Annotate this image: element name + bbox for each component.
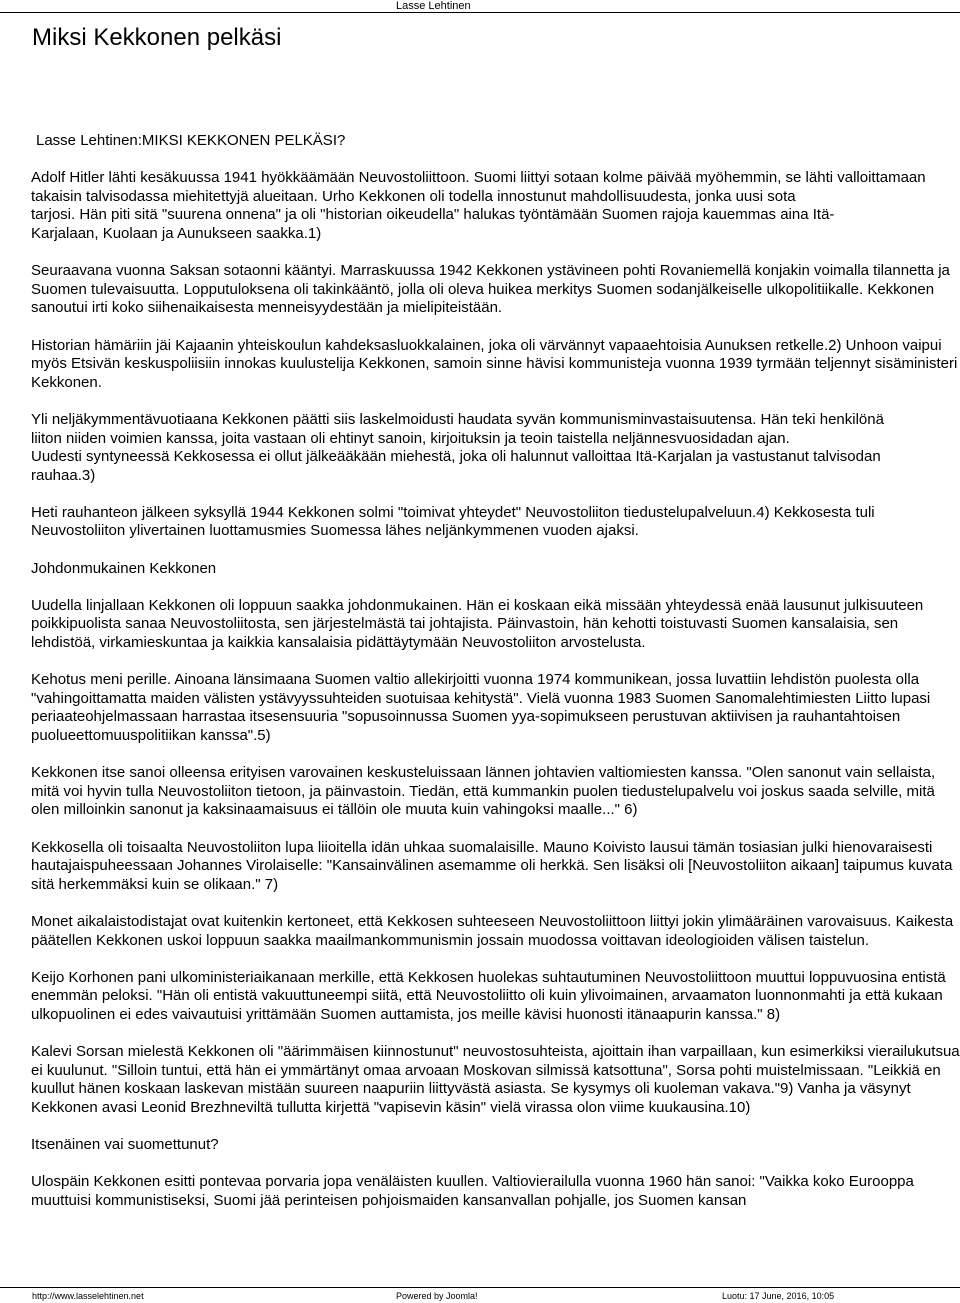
paragraph: Heti rauhanteon jälkeen syksyllä 1944 Kekkonen solmi "toimivat yhteydet" Neuvostoliiton tiedustelupalveluun.4) Kekkosesta tuli Neuvostoliiton ylivertainen luottamusmies Suomessa lähes neljänkymmenen vuoden ajaksi. [31,503,875,540]
footer-powered-by: Powered by Joomla! [396,1291,478,1301]
paragraph: Keijo Korhonen pani ulkoministeriaikanaan merkille, että Kekkosen huolekas suhtautuminen Neuvostoliittoon muuttui loppuvuosina entistä enemmän peloksi. "Hän oli entistä vakuuttuneempi siitä, että Neuvostoliitto oli kuin ylivoimainen, arvaamaton luonnonmahti ja että kukaan ulkopuolinen ei edes vaivautuisi yrittämään Suomen auttamista, jos meille kävisi huonosti itänaapurin kanssa." 8) [31,968,946,1023]
paragraph: Historian hämäriin jäi Kajaanin yhteiskoulun kahdeksasluokkalainen, joka oli värvännyt vapaaehtoisia Aunuksen retkelle.2) Unhoon vaipui myös Etsivän keskuspoliisiin innokas kuulustelija Kekkonen, samoin sinne hävisi kommunisteja vuonna 1939 tyrmään teljennyt sisäministeri Kekkonen. [31,336,958,391]
paragraph-line: rauhaa.3) [31,466,96,484]
footer-divider [0,1287,960,1288]
paragraph: Kekkosella oli toisaalta Neuvostoliiton lupa liioitella idän uhkaa suomalaisille. Mauno Koivisto lausui tämän tosiasian julki hienovaraisesti hautajaispuheessaan Johannes Virolaiselle: "Kansainvälinen asemamme oli herkkä. Sen lisäksi oli [Neuvostoliiton aikaan] taipumus kuvata sitä herkemmäksi kuin se olikaan." 7) [31,838,953,893]
paragraph [31,169,960,243]
paragraph: Kalevi Sorsan mielestä Kekkonen oli "äärimmäisen kiinnostunut" neuvostosuhteista, ajoittain ihan varpaillaan, kun esimerkiksi vierailukutsua ei kuulunut. "Silloin tuntui, että hän ei ymmärtänyt omaa arvoaan Moskovan silmissä katsottuna", Sorsa pohti muistelmissaan. "Leikkiä en kuullut hänen koskaan laskevan mistään suureen naapuriin liittyvästä asiasta. Se kysymys oli kuoleman vakava."9) Vanha ja väsynyt Kekkonen avasi Leonid Brezhneviltä tullutta kirjettä "vapisevin käsin" vielä virassa olon viime kuukausina.10) [31,1043,960,1116]
paragraph-line: Uudesti syntyneessä Kekkosessa ei ollut jälkeääkään miehestä, joka oli halunnut valloittaa Itä-Karjalan ja vastustanut talvisodan [31,448,881,466]
paragraph: Monet aikalaistodistajat ovat kuitenkin kertoneet, että Kekkosen suhteeseen Neuvostoliittoon liittyi jokin ylimääräinen varovaisuus. Kaikesta päätellen Kekkonen uskoi loppuun saakka maailmankommunismin jossain muodossa voittavan ideologioiden välisen taistelun. [31,912,954,949]
article-subheading: Lasse Lehtinen:MIKSI KEKKONEN PELKÄSI? [36,132,346,149]
footer-generated-date: Luotu: 17 June, 2016, 10:05 [722,1291,835,1301]
paragraph-line: tarjosi. Hän piti sitä "suurena onnena" ja oli "historian oikeudella" halukas työntämään Suomen rajoja kauemmas aina Itä- [31,206,835,224]
page-title: Miksi Kekkonen pelkäsi [32,24,282,51]
paragraph: Kehotus meni perille. Ainoana länsimaana Suomen valtio allekirjoitti vuonna 1974 kommunikean, jossa luvattiin lehdistön puolesta olla "vahingoittamatta maiden välisten ystävyyssuhteiden suotuisaa kehitystä". Vielä vuonna 1983 Suomen Sanomalehtimiesten Liitto lupasi periaateohjelmassaan harrastaa itsesensuuria "sopusoinnussa Suomen yya-sopimukseen perustuvan aktiivisen ja rauhantahtoisen puolueettomuuspolitiikan kanssa".5) [31,671,931,744]
footer-url: http://www.lasselehtinen.net [32,1291,144,1301]
section-heading: Johdonmukainen Kekkonen [31,559,217,577]
paragraph: Kekkonen itse sanoi olleensa erityisen varovainen keskusteluissaan lännen johtavien valtiomiesten kanssa. "Olen sanonut vain sellaista, mitä voi hyvin tulla Neuvostoliiton tietoon, ja päinvastoin. Tiedän, että kummankin puolen tiedustelupalvelu voi joskus saada selville, mitä olen milloinkin sanonut ja kaksinaamaisuus ei tällöin ole muuta kuin vahingoksi maalle..." 6) [31,764,936,819]
paragraph: Seuraavana vuonna Saksan sotaonni kääntyi. Marraskuussa 1942 Kekkonen ystävineen pohti Rovaniemellä konjakin voimalla tilannetta ja Suomen tulevaisuutta. Lopputuloksena oli takinkääntö, jolla oli oleva huikea merkitys Suomen sodanjälkeiselle ulkopolitiikalle. Kekkonen sanoutui irti koko siihenaikaisesta menneisyydestään ja mielipiteistään. [31,262,950,317]
paragraph-line: Adolf Hitler lähti kesäkuussa 1941 hyökkäämään Neuvostoliittoon. Suomi liittyi sotaan kolme päivää myöhemmin, se lähti valloittamaan [31,169,926,187]
header-author: Lasse Lehtinen [396,0,471,12]
article-body [31,132,960,1229]
paragraph-line: liiton niiden voimien kanssa, joita vastaan oli ehtinyt sanoin, kirjoituksin ja teoin taistella neljännesvuosidadan ajan. [31,429,790,447]
paragraph-line: Yli neljäkymmentävuotiaana Kekkonen päätti siis laskelmoidusti haudata syvän kommunisminvastaisuutensa. Hän teki henkilönä [31,410,884,428]
paragraph [31,411,960,485]
paragraph-line: takaisin talvisodassa miehitettyjä alueitaan. Urho Kekkonen oli todella innostunut mahdollisuudesta, jonka uusi sota [31,187,796,205]
paragraph-line: Karjalaan, Kuolaan ja Aunukseen saakka.1) [31,224,322,242]
paragraph: Ulospäin Kekkonen esitti pontevaa porvaria jopa venäläisten kuullen. Valtiovierailulla vuonna 1960 hän sanoi: "Vaikka koko Eurooppa muuttuisi kommunistiseksi, Suomi jää perinteisen pohjoismaiden kansanvallan pohjalle, jos Suomen kansan [31,1173,914,1209]
paragraph: Uudella linjallaan Kekkonen oli loppuun saakka johdonmukainen. Hän ei koskaan eikä missään yhteydessä enää lausunut julkisuuteen poikkipuolista sanaa Neuvostoliitosta, sen järjestelmästä tai johtajista. Päinvastoin, hän kehotti toistuvasti Suomen kansalaisia, sen lehdistöä, virkamieskuntaa ja kaikkia kansalaisia pidättäytymään Neuvostoliiton arvostelusta. [31,596,924,652]
header-divider [0,12,960,13]
section-heading: Itsenäinen vai suomettunut? [31,1136,219,1154]
